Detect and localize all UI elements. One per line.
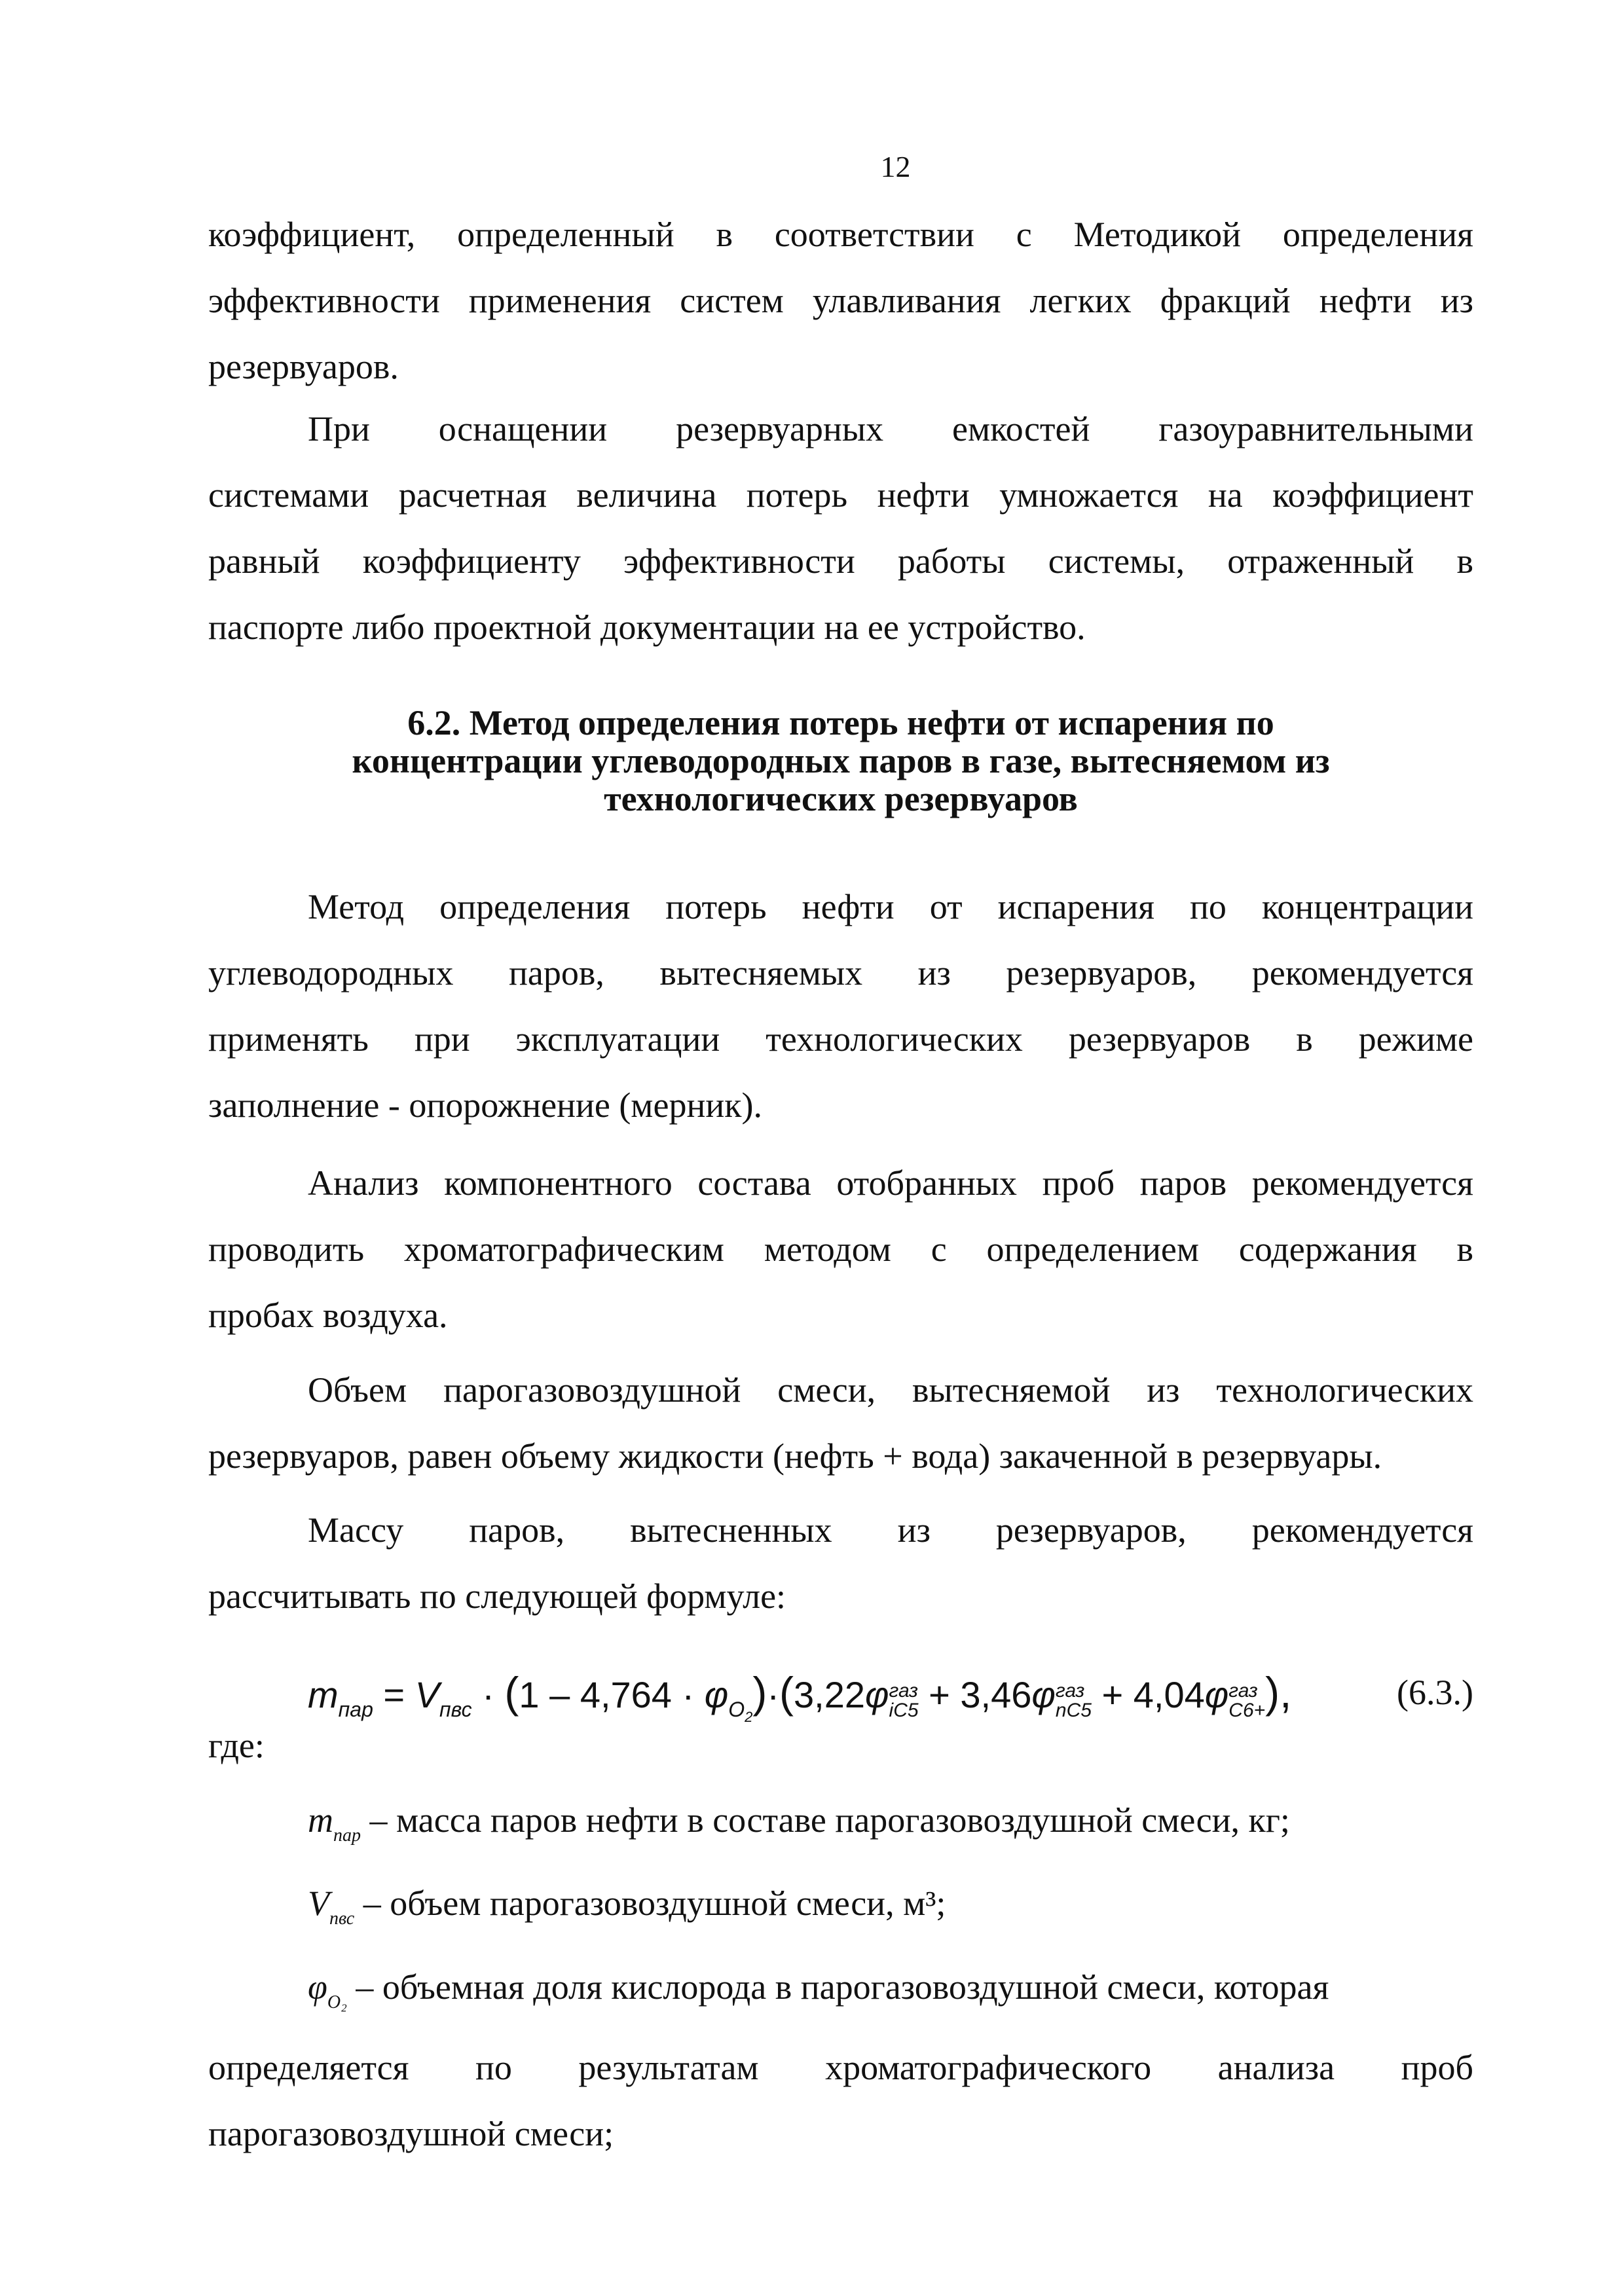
formula-symbol: m [308,1674,339,1715]
variable-subscript: пар [333,1825,361,1846]
text-line: проводить хроматографическим методом с определением содержания в [208,1230,1473,1269]
formula-paren: ( [779,1668,794,1717]
formula-subscript-text: O [728,1698,745,1721]
formula-subscript: пвс [439,1698,472,1721]
text-line: Массу паров, вытесненных из резервуаров, рекомендуется [308,1510,1473,1550]
variable-symbol: V [308,1884,329,1923]
text-line: резервуаров. [208,347,399,386]
text-line: пробах воздуха. [208,1296,448,1335]
formula-symbol: φ [1204,1674,1229,1715]
formula-number: (6.3.) [1397,1673,1473,1712]
formula-subscript: пар [338,1698,373,1721]
mass-paragraph [208,1497,1473,1630]
formula-symbol: φ [704,1674,729,1715]
text-line: углеводородных паров, вытесняемых из резервуаров, рекомендуется [208,953,1473,993]
intro-paragraph [208,202,1473,400]
equipment-paragraph [208,396,1473,661]
formula-coefficient: 3,22 [794,1674,866,1715]
formula-superscript: газ [1055,1680,1085,1702]
heading-line: технологических резервуаров [604,779,1078,818]
formula-paren: ), [1265,1668,1292,1717]
formula-subscript: C6+ [1228,1700,1266,1721]
text-line: парогазовоздушной смеси; [208,2114,614,2153]
text-line: равный коэффициенту эффективности работы системы, отраженный в [208,541,1473,581]
method-paragraph [208,874,1473,1139]
formula-paren: ) [752,1668,767,1717]
variable-subscript: O₂ [327,1992,347,2013]
formula-subscript-index: 2 [745,1709,753,1725]
text-line: эффективности применения систем улавливания легких фракций нефти из [208,281,1473,320]
formula-operator: = [373,1674,415,1715]
variable-symbol: φ [308,1967,327,2007]
variable-symbol: m [308,1800,333,1840]
text-line: рассчитывать по следующей формуле: [208,1576,786,1616]
formula-paren: ( [504,1668,519,1717]
formula-subscript: nC5 [1055,1700,1092,1721]
variable-definition-mass [308,1787,1290,1868]
oxygen-paragraph [208,2035,1473,2167]
text-line: паспорте либо проектной документации на ее устройство. [208,608,1086,647]
variable-subscript: пвс [329,1908,355,1929]
formula-symbol: V [415,1674,440,1715]
page-number: 12 [880,150,911,183]
variable-definition-volume [308,1870,946,1952]
formula-symbol: φ [1031,1674,1056,1715]
formula-operator: · [471,1674,505,1715]
text-line: применять при эксплуатации технологических резервуаров в режиме [208,1019,1473,1059]
text-line: Объем парогазовоздушной смеси, вытесняемой из технологических [308,1370,1473,1410]
heading-line: 6.2. Метод определения потерь нефти от испарения по [407,703,1274,742]
text-line: коэффициент, определенный в соответствии с Методикой определения [208,215,1473,254]
text-line: заполнение - опорожнение (мерник). [208,1085,762,1125]
formula-subscript: iC5 [889,1700,919,1721]
formula-superscript: газ [889,1680,918,1702]
text-line: резервуаров, равен объему жидкости (нефть + вода) закаченной в резервуары. [208,1436,1382,1476]
formula-coefficient: + 3,46 [918,1674,1032,1715]
text-line: определяется по результатам хроматографического анализа проб [208,2048,1473,2087]
formula-operator: · [767,1674,780,1715]
volume-paragraph [208,1357,1473,1489]
formula-superscript: газ [1228,1680,1258,1702]
heading-line: концентрации углеводородных паров в газе, вытесняемом из [352,741,1330,780]
variable-description: – объемная доля кислорода в парогазовоздушной смеси, которая [346,1967,1329,2007]
formula-symbol: φ [865,1674,889,1715]
variable-description: – объем парогазовоздушной смеси, м³; [354,1884,946,1923]
section-heading [208,704,1473,818]
text-line: При оснащении резервуарных емкостей газоуравнительными [308,409,1473,448]
text-line: Метод определения потерь нефти от испарения по концентрации [308,887,1473,926]
where-label [208,1713,1473,1779]
formula-coefficient: + 4,04 [1091,1674,1205,1715]
variable-description: – масса паров нефти в составе парогазовоздушной смеси, кг; [361,1800,1290,1840]
analysis-paragraph [208,1150,1473,1349]
text-line: системами расчетная величина потерь нефти умножается на коэффициент [208,475,1473,515]
text-line: где: [208,1726,265,1765]
formula-term: 1 – 4,764 · [519,1674,705,1715]
variable-definition-oxygen [308,1954,1473,2035]
text-line: Анализ компонентного состава отобранных проб паров рекомендуется [308,1163,1473,1203]
